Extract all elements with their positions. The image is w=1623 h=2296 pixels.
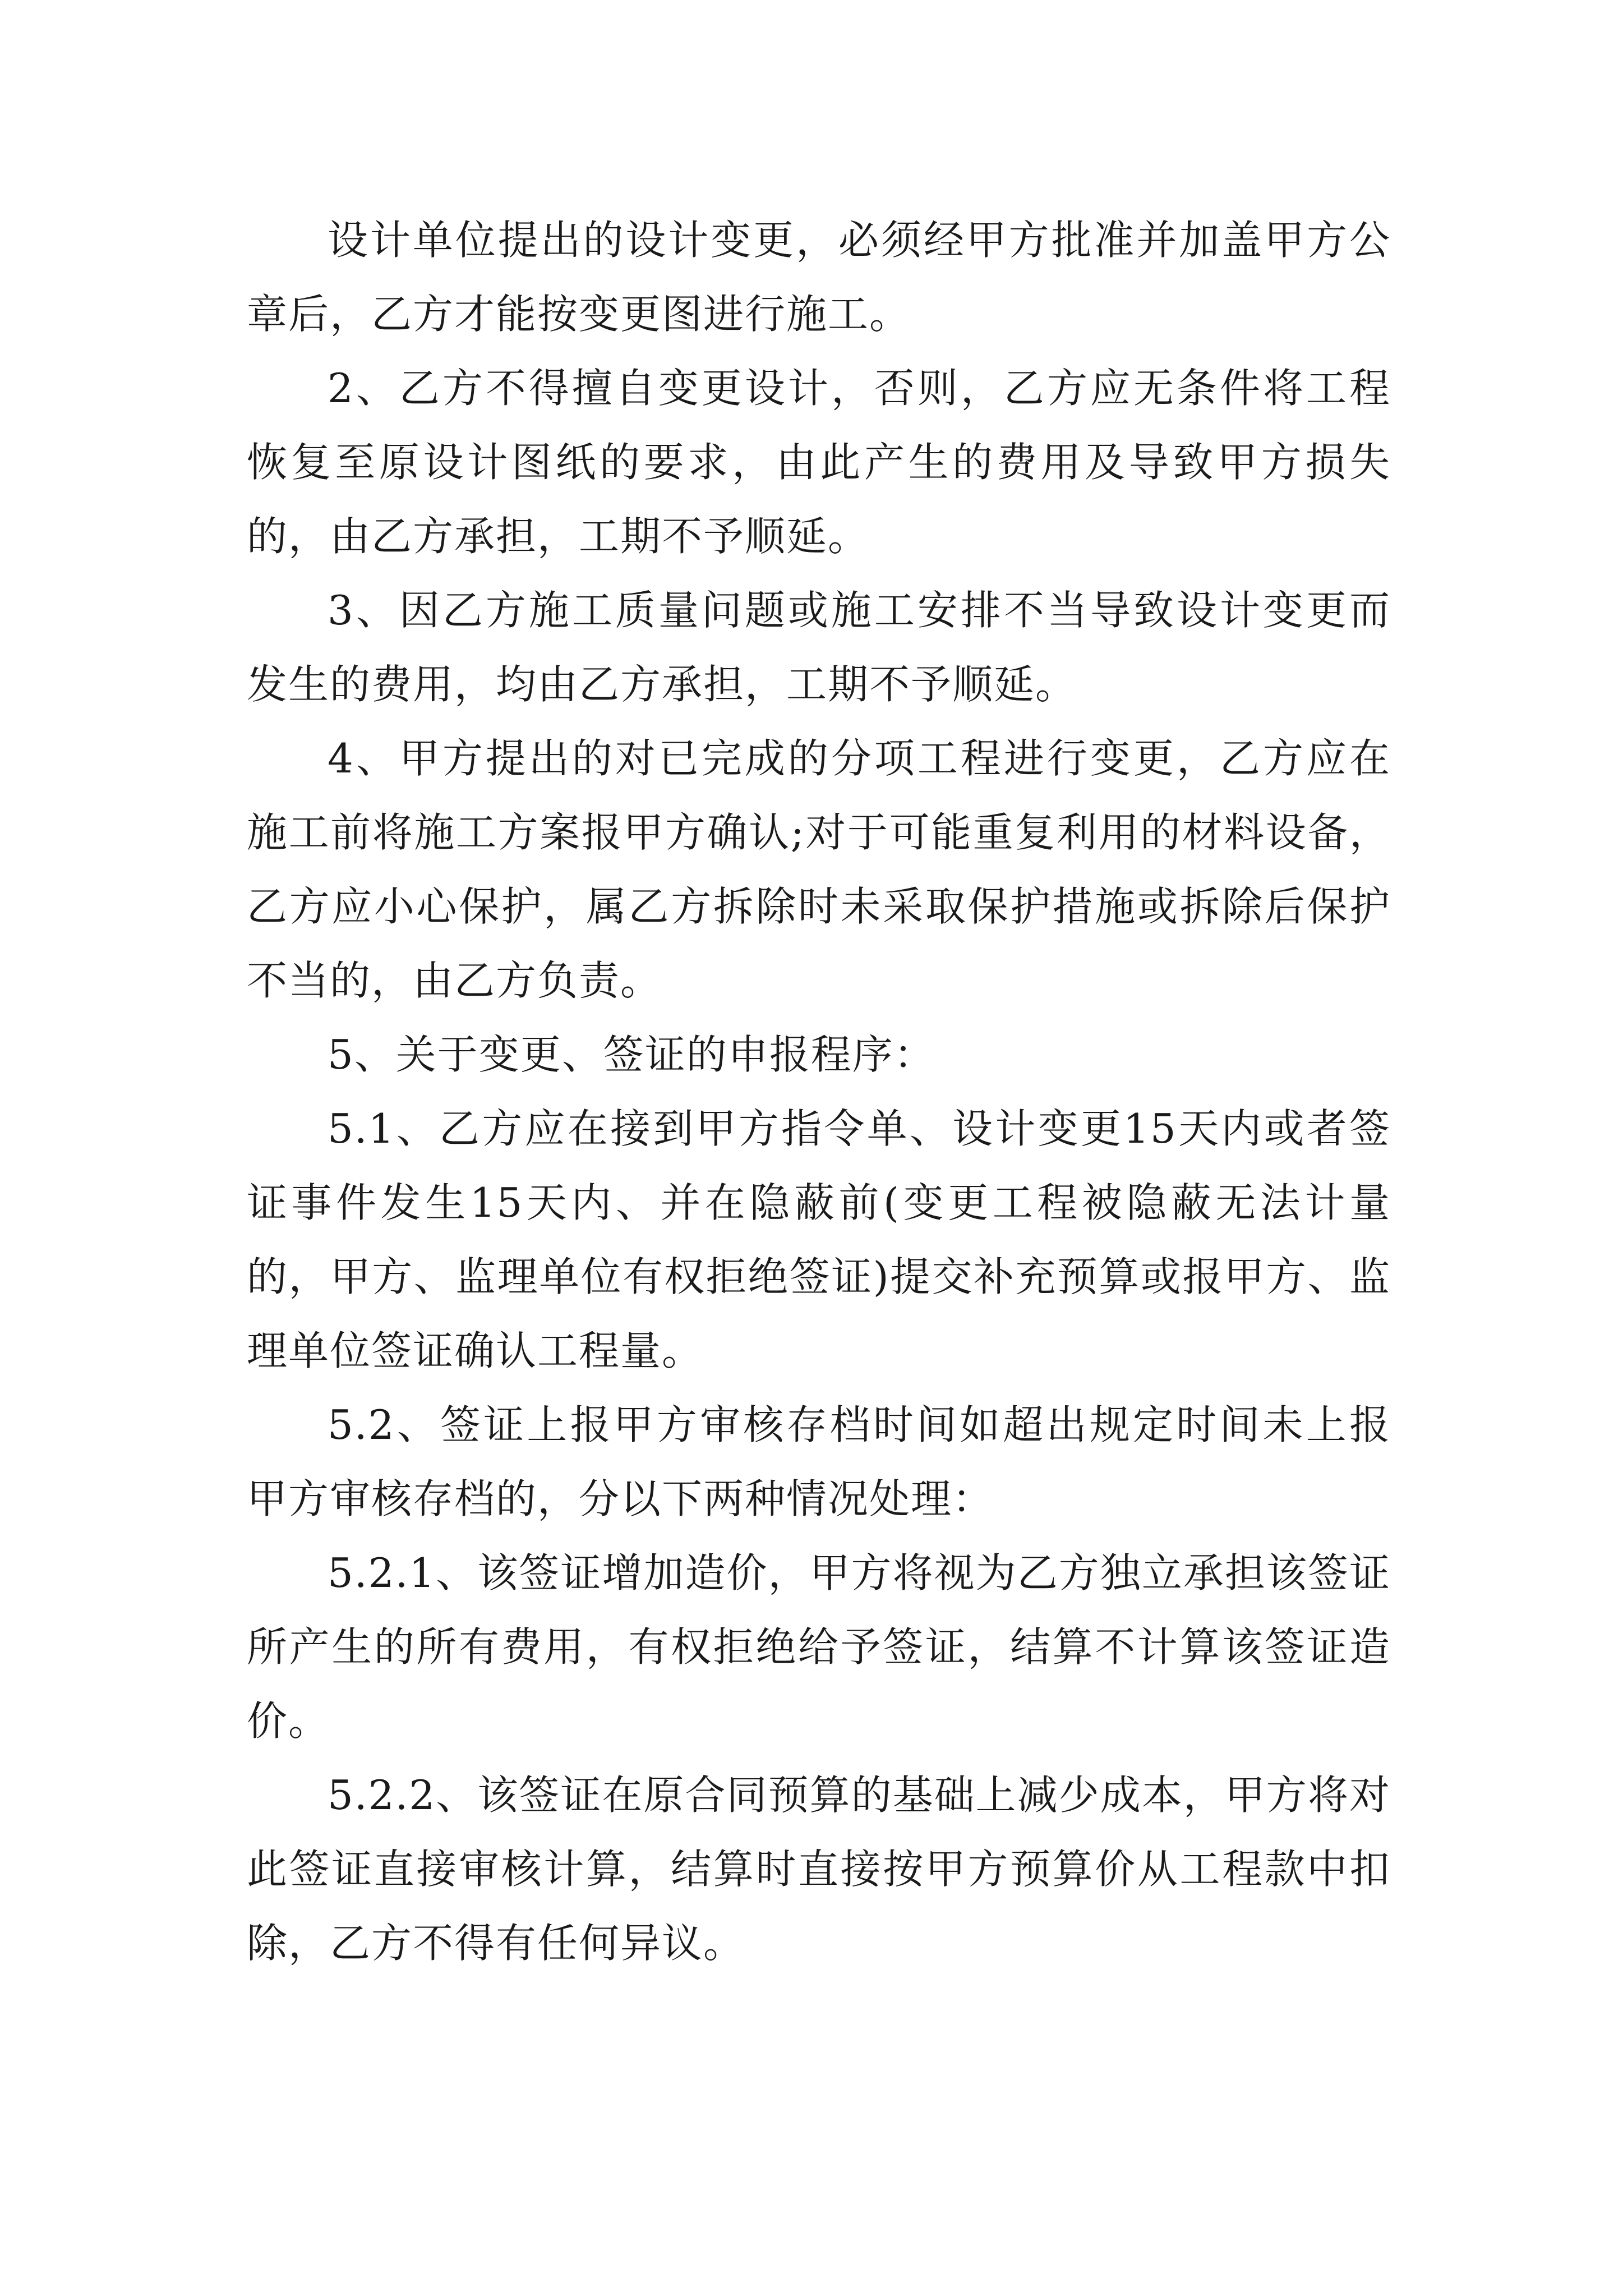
paragraph-clause-5-2-1: 5.2.1、该签证增加造价，甲方将视为乙方独立承担该签证所产生的所有费用，有权拒绝给予签证，结算不计算该签证造价。 — [247, 1549, 1391, 1745]
paragraph-design-change-approval: 设计单位提出的设计变更，必须经甲方批准并加盖甲方公章后，乙方才能按变更图进行施工。 — [247, 217, 1391, 338]
paragraph-clause-4: 4、甲方提出的对已完成的分项工程进行变更，乙方应在施工前将施工方案报甲方确认;对于可能重复利用的材料设备，乙方应小心保护，属乙方拆除时未采取保护措施或拆除后保护不当的，由乙方负责。 — [247, 735, 1391, 1004]
paragraph-clause-2: 2、乙方不得擅自变更设计，否则，乙方应无条件将工程恢复至原设计图纸的要求，由此产生的费用及导致甲方损失的，由乙方承担，工期不予顺延。 — [247, 365, 1391, 560]
paragraph-clause-5-2-2: 5.2.2、该签证在原合同预算的基础上减少成本，甲方将对此签证直接审核计算，结算时直接按甲方预算价从工程款中扣除，乙方不得有任何异议。 — [247, 1772, 1391, 1967]
paragraph-clause-5-2: 5.2、签证上报甲方审核存档时间如超出规定时间未上报甲方审核存档的，分以下两种情况处理： — [247, 1401, 1391, 1522]
document-body — [247, 203, 1391, 1980]
paragraph-clause-5-1: 5.1、乙方应在接到甲方指令单、设计变更15天内或者签证事件发生15天内、并在隐蔽前(变更工程被隐蔽无法计量的，甲方、监理单位有权拒绝签证)提交补充预算或报甲方、监理单位签证确认工程量。 — [247, 1105, 1391, 1374]
paragraph-clause-5: 5、关于变更、签证的申报程序： — [328, 1031, 935, 1078]
paragraph-clause-3: 3、因乙方施工质量问题或施工安排不当导致设计变更而发生的费用，均由乙方承担，工期不予顺延。 — [247, 587, 1391, 708]
